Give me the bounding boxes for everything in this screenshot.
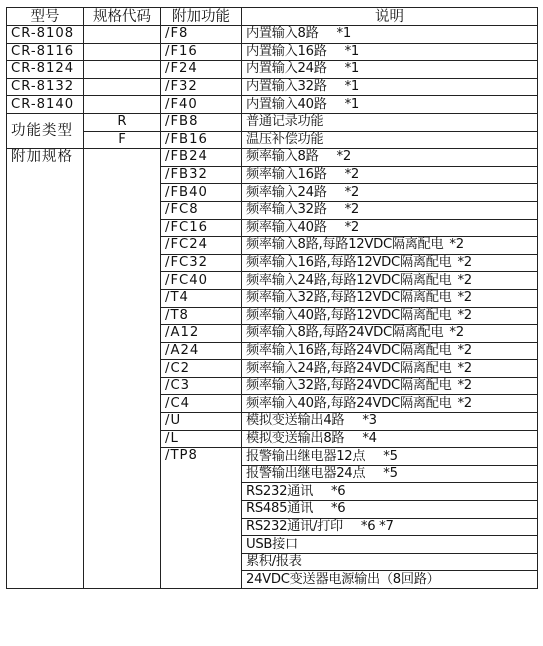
cell-addon: /FB24 xyxy=(161,149,242,167)
description-text: 频率输入24路,每路24VDC隔离配电 xyxy=(246,360,452,376)
cell-addon: /FB8 xyxy=(161,113,242,131)
table-row xyxy=(7,149,538,167)
spec-table xyxy=(6,7,538,589)
footnote-mark: *2 xyxy=(457,255,472,271)
description-text: 频率输入16路,每路24VDC隔离配电 xyxy=(246,342,452,358)
cell-addon: /TP8 xyxy=(161,448,242,589)
description-text: 频率输入32路,每路12VDC隔离配电 xyxy=(246,290,452,306)
cell-description xyxy=(242,325,538,343)
footnote-mark: *2 xyxy=(457,360,472,376)
description-text: 内置输入8路 xyxy=(246,26,319,42)
description-text: 报警输出继电器24点 xyxy=(246,466,366,482)
footnote-mark: *5 xyxy=(383,466,398,482)
description-text: 频率输入40路,每路24VDC隔离配电 xyxy=(246,395,452,411)
description-text: 内置输入32路 xyxy=(246,79,327,95)
cell-description xyxy=(242,289,538,307)
cell-addon: /L xyxy=(161,430,242,448)
cell-description xyxy=(242,254,538,272)
cell-model: CR-8124 xyxy=(7,61,84,79)
cell-description xyxy=(242,518,538,536)
description-text: RS232通讯 xyxy=(246,483,313,499)
table-row xyxy=(7,131,538,149)
description-text: 内置输入40路 xyxy=(246,96,327,112)
cell-description xyxy=(242,342,538,360)
cell-spec-code xyxy=(84,26,161,44)
cell-addon: /FB32 xyxy=(161,166,242,184)
cell-description xyxy=(242,377,538,395)
footnote-mark: *1 xyxy=(336,26,351,42)
cell-description xyxy=(242,395,538,413)
cell-addon: /FC16 xyxy=(161,219,242,237)
description-text: 频率输入24路,每路12VDC隔离配电 xyxy=(246,272,452,288)
cell-addon: /C3 xyxy=(161,377,242,395)
cell-addon: /C4 xyxy=(161,395,242,413)
description-text: 模拟变送输出4路 xyxy=(246,413,345,429)
cell-addon: /FC24 xyxy=(161,237,242,255)
footnote-mark: *1 xyxy=(344,79,360,95)
table-row xyxy=(7,61,538,79)
footnote-mark: *2 xyxy=(457,378,472,394)
cell-model: CR-8108 xyxy=(7,26,84,44)
description-text: 频率输入16路 xyxy=(246,167,327,183)
footnote-mark: *2 xyxy=(449,237,464,253)
cell-addon: /U xyxy=(161,413,242,431)
footnote-mark: *2 xyxy=(336,149,351,165)
cell-description xyxy=(242,553,538,571)
cell-addon: /F40 xyxy=(161,96,242,114)
description-text: 模拟变送输出8路 xyxy=(246,430,345,446)
description-text: 累积/报表 xyxy=(246,554,302,570)
footnote-mark: *2 xyxy=(457,395,472,411)
cell-spec-code xyxy=(84,149,161,589)
cell-addon: /A12 xyxy=(161,325,242,343)
table-row xyxy=(7,113,538,131)
description-text: 报警输出继电器12点 xyxy=(246,448,366,464)
cell-description xyxy=(242,430,538,448)
cell-spec-code xyxy=(84,96,161,114)
table-row xyxy=(7,26,538,44)
cell-description xyxy=(242,96,538,114)
cell-description xyxy=(242,78,538,96)
cell-spec-code xyxy=(84,78,161,96)
header-model: 型号 xyxy=(7,8,84,26)
description-text: 频率输入16路,每路12VDC隔离配电 xyxy=(246,255,452,271)
description-text: 频率输入40路,每路12VDC隔离配电 xyxy=(246,307,452,323)
cell-addon: /FC8 xyxy=(161,201,242,219)
cell-description xyxy=(242,536,538,554)
cell-addon: /T4 xyxy=(161,289,242,307)
cell-description xyxy=(242,360,538,378)
footnote-mark: *2 xyxy=(344,184,360,200)
description-text: 内置输入24路 xyxy=(246,61,327,77)
cell-model: CR-8116 xyxy=(7,43,84,61)
cell-addon: /F8 xyxy=(161,26,242,44)
description-text: 温压补偿功能 xyxy=(246,131,324,147)
cell-description xyxy=(242,272,538,290)
footnote-mark: *2 xyxy=(449,325,464,341)
cell-addon: /FB40 xyxy=(161,184,242,202)
cell-description xyxy=(242,465,538,483)
description-text: 频率输入8路,每路24VDC隔离配电 xyxy=(246,325,444,341)
header-spec-code: 规格代码 xyxy=(84,8,161,26)
header-row xyxy=(7,8,538,26)
description-text: 内置输入16路 xyxy=(246,43,327,59)
cell-description xyxy=(242,113,538,131)
cell-description xyxy=(242,307,538,325)
footnote-mark: *6 *7 xyxy=(360,518,394,534)
description-text: 频率输入24路 xyxy=(246,184,327,200)
cell-spec-code: R xyxy=(84,113,161,131)
footnote-mark: *1 xyxy=(344,96,360,112)
description-text: 频率输入32路,每路24VDC隔离配电 xyxy=(246,378,452,394)
cell-model: 附加规格 xyxy=(7,149,84,589)
cell-description xyxy=(242,184,538,202)
cell-description xyxy=(242,501,538,519)
table-row xyxy=(7,96,538,114)
cell-description xyxy=(242,571,538,589)
header-addon: 附加功能 xyxy=(161,8,242,26)
cell-description xyxy=(242,61,538,79)
cell-addon: /FC32 xyxy=(161,254,242,272)
footnote-mark: *2 xyxy=(457,342,472,358)
footnote-mark: *1 xyxy=(344,61,360,77)
footnote-mark: *3 xyxy=(362,413,377,429)
header-description: 说明 xyxy=(242,8,538,26)
cell-addon: /C2 xyxy=(161,360,242,378)
cell-description xyxy=(242,483,538,501)
cell-description xyxy=(242,131,538,149)
footnote-mark: *2 xyxy=(457,307,472,323)
cell-model: 功能类型 xyxy=(7,113,84,148)
cell-model: CR-8140 xyxy=(7,96,84,114)
cell-addon: /F24 xyxy=(161,61,242,79)
description-text: 普通记录功能 xyxy=(246,114,324,130)
cell-description xyxy=(242,237,538,255)
footnote-mark: *6 xyxy=(330,501,346,517)
spec-table-body xyxy=(7,8,538,589)
description-text: USB接口 xyxy=(246,536,298,552)
cell-description xyxy=(242,43,538,61)
description-text: 24VDC变送器电源输出（8回路） xyxy=(246,571,440,587)
footnote-mark: *2 xyxy=(344,202,360,218)
cell-model: CR-8132 xyxy=(7,78,84,96)
description-text: RS232通讯/打印 xyxy=(246,518,343,534)
cell-spec-code xyxy=(84,61,161,79)
footnote-mark: *2 xyxy=(344,167,360,183)
cell-description xyxy=(242,149,538,167)
table-row xyxy=(7,78,538,96)
description-text: 频率输入32路 xyxy=(246,202,327,218)
footnote-mark: *2 xyxy=(457,290,472,306)
footnote-mark: *1 xyxy=(344,43,360,59)
cell-description xyxy=(242,413,538,431)
footnote-mark: *5 xyxy=(383,448,398,464)
description-text: RS485通讯 xyxy=(246,501,313,517)
footnote-mark: *2 xyxy=(457,272,472,288)
description-text: 频率输入8路 xyxy=(246,149,319,165)
cell-spec-code xyxy=(84,43,161,61)
cell-description xyxy=(242,219,538,237)
cell-addon: /F16 xyxy=(161,43,242,61)
cell-addon: /FC40 xyxy=(161,272,242,290)
cell-description xyxy=(242,448,538,466)
cell-addon: /T8 xyxy=(161,307,242,325)
cell-addon: /FB16 xyxy=(161,131,242,149)
cell-description xyxy=(242,201,538,219)
table-row xyxy=(7,43,538,61)
cell-description xyxy=(242,166,538,184)
footnote-mark: *2 xyxy=(344,219,360,235)
cell-addon: /F32 xyxy=(161,78,242,96)
footnote-mark: *6 xyxy=(330,483,346,499)
cell-description xyxy=(242,26,538,44)
footnote-mark: *4 xyxy=(362,430,377,446)
cell-spec-code: F xyxy=(84,131,161,149)
cell-addon: /A24 xyxy=(161,342,242,360)
description-text: 频率输入40路 xyxy=(246,219,327,235)
description-text: 频率输入8路,每路12VDC隔离配电 xyxy=(246,237,444,253)
